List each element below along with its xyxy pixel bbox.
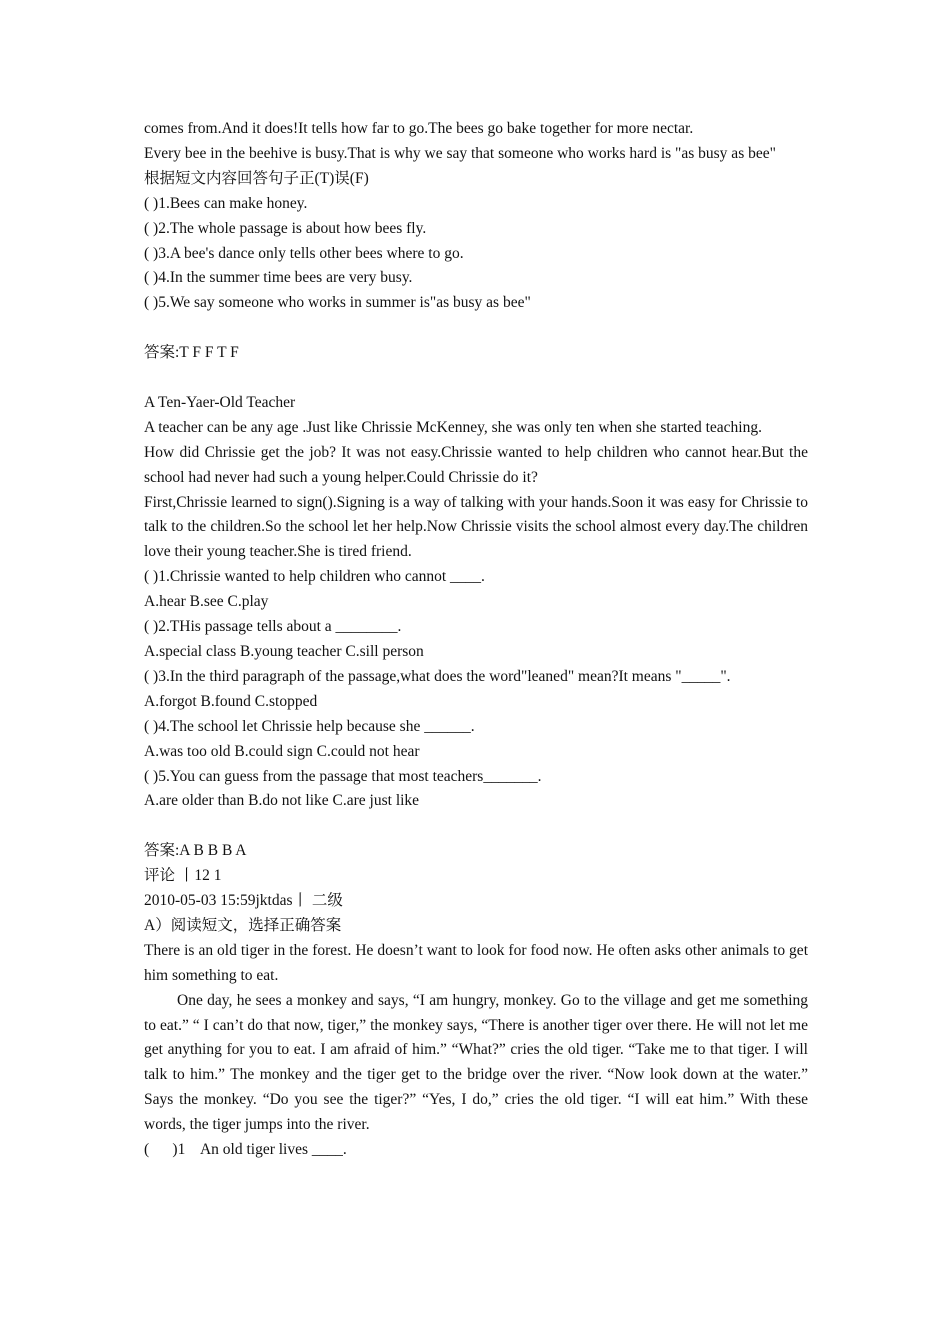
passage-line: Every bee in the beehive is busy.That is why we say that someone who works hard is "as busy as bee"	[144, 144, 776, 162]
question: ( )4.In the summer time bees are very busy.	[144, 269, 413, 287]
answer-key: 答案:A B B B A	[144, 842, 247, 860]
question-options: A.are older than B.do not like C.are just like	[144, 792, 420, 810]
question: ( )5.You can guess from the passage that most teachers_______.	[144, 767, 542, 785]
question: ( )5.We say someone who works in summer is"as busy as bee"	[144, 294, 531, 312]
question: ( )1 An old tiger lives ____.	[144, 1141, 347, 1159]
post-line: 2010-05-03 15:59jktdas丨 二级	[144, 892, 343, 910]
question: ( )3.A bee's dance only tells other bees where to go.	[144, 244, 464, 262]
answer-key: 答案:T F F T F	[144, 344, 239, 362]
passage-title: A Ten-Yaer-Old Teacher	[144, 393, 296, 411]
question: ( )1.Bees can make honey.	[144, 194, 308, 212]
paragraph: A teacher can be any age .Just like Chrissie McKenney, she was only ten when she started teaching.	[144, 418, 762, 436]
section-heading: A）阅读短文，选择正确答案	[144, 916, 342, 934]
passage-tiger	[144, 914, 808, 1163]
question-options: A.special class B.young teacher C.sill person	[144, 643, 424, 660]
paragraph: One day, he sees a monkey and says, “I am hungry, monkey. Go to the village and get me something to eat.” “ I can’t do that now, tiger,” the monkey says, “There is another tiger over there. He will not let me get anything for you to eat. I am afraid of him.” “What?” cries the old tiger. “Take me to that tiger. I will talk to him.” The monkey and the tiger get to the bridge over the river. “Now look down at the water.” Says the monkey. “Do you see the tiger?” “Yes, I do,” cries the old tiger. “I will eat him.” With these words, the tiger jumps into the river.	[144, 991, 808, 1134]
question-options: A.was too old B.could sign C.could not hear	[144, 742, 420, 760]
paragraph: There is an old tiger in the forest. He doesn’t want to look for food now. He often asks other animals to get him something to eat.	[144, 941, 808, 984]
spacer	[144, 366, 808, 391]
spacer	[144, 316, 808, 341]
question-options: A.forgot B.found C.stopped	[144, 692, 318, 710]
comment-line: 评论 丨12 1	[144, 867, 222, 885]
question-options: A.hear B.see C.play	[144, 593, 269, 611]
question: ( )1.Chrissie wanted to help children who cannot ____.	[144, 568, 485, 586]
question: ( )2.The whole passage is about how bees fly.	[144, 219, 427, 237]
post-meta	[144, 864, 808, 914]
question: ( )2.THis passage tells about a ________.	[144, 618, 402, 636]
spacer	[144, 814, 808, 839]
paragraph: First,Chrissie learned to sign().Signing is a way of talking with your hands.Soon it was easy for Chrissie to talk to the children.So the school let her help.Now Chrissie visits the school almost every day.The children love their young teacher.She is tired friend.	[144, 493, 808, 561]
passage-teacher	[144, 391, 808, 864]
paragraph: How did Chrissie get the job? It was not easy.Chrissie wanted to help children who cannot hear.But the school had never had such a young helper.Could Chrissie do it?	[144, 443, 808, 486]
passage-line: comes from.And it does!It tells how far to go.The bees go bake together for more nectar.	[144, 120, 694, 137]
document-page	[144, 117, 808, 1163]
passage-bees	[144, 117, 808, 391]
instruction: 根据短文内容回答句子正(T)误(F)	[144, 169, 369, 187]
question: ( )3.In the third paragraph of the passage,what does the word"leaned" mean?It means "_____".	[144, 667, 731, 685]
question: ( )4.The school let Chrissie help because she ______.	[144, 717, 475, 735]
